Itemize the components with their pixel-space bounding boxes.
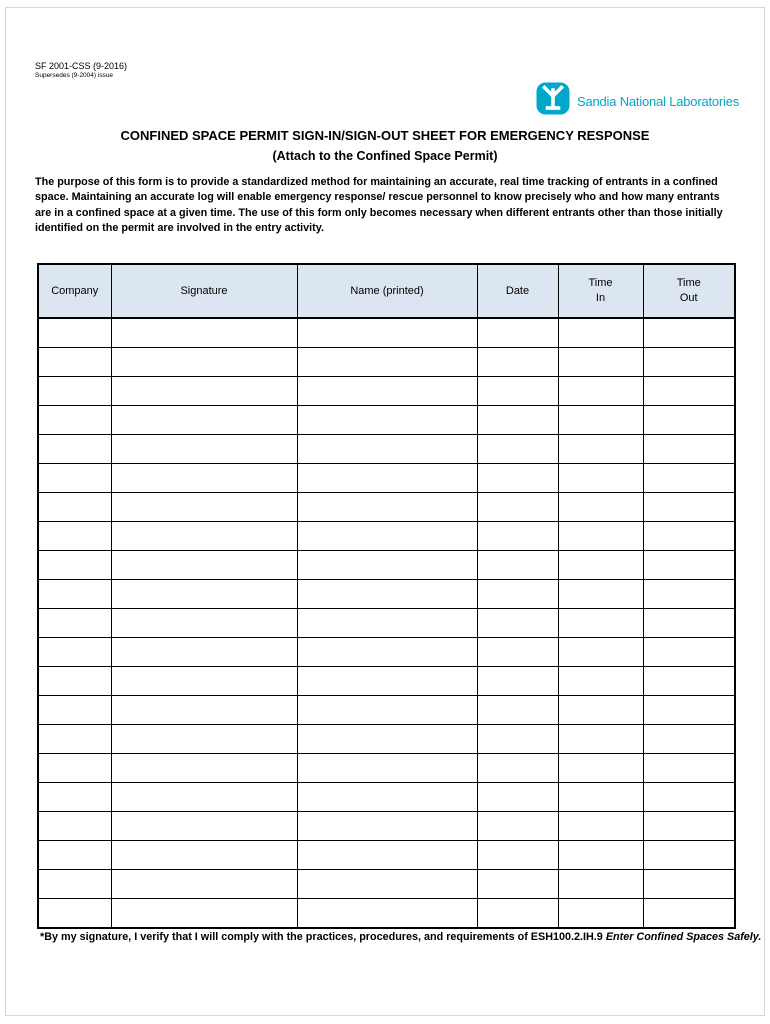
table-cell[interactable]	[38, 899, 111, 929]
table-cell[interactable]	[477, 348, 558, 377]
form-number: SF 2001-CSS (9-2016)	[35, 61, 128, 71]
table-cell[interactable]	[558, 493, 643, 522]
signin-table-body	[38, 318, 735, 928]
table-cell[interactable]	[111, 841, 297, 870]
table-row	[38, 812, 735, 841]
column-header-time-out: Time Out	[643, 264, 735, 318]
table-cell[interactable]	[111, 522, 297, 551]
table-row	[38, 696, 735, 725]
table-cell[interactable]	[297, 609, 477, 638]
table-cell[interactable]	[477, 551, 558, 580]
table-row	[38, 522, 735, 551]
table-cell[interactable]	[111, 638, 297, 667]
table-cell[interactable]	[643, 609, 735, 638]
table-row	[38, 318, 735, 348]
table-cell[interactable]	[643, 754, 735, 783]
table-cell[interactable]	[111, 406, 297, 435]
table-cell[interactable]	[558, 899, 643, 929]
table-row	[38, 841, 735, 870]
table-cell[interactable]	[643, 899, 735, 929]
table-cell[interactable]	[38, 841, 111, 870]
table-cell[interactable]	[643, 580, 735, 609]
table-cell[interactable]	[643, 464, 735, 493]
table-cell[interactable]	[38, 609, 111, 638]
table-cell[interactable]	[643, 696, 735, 725]
table-cell[interactable]	[297, 667, 477, 696]
table-cell[interactable]	[297, 638, 477, 667]
table-cell[interactable]	[38, 464, 111, 493]
table-row	[38, 783, 735, 812]
table-cell[interactable]	[38, 493, 111, 522]
table-cell[interactable]	[38, 580, 111, 609]
table-cell[interactable]	[297, 377, 477, 406]
table-cell[interactable]	[38, 551, 111, 580]
table-row	[38, 667, 735, 696]
table-cell[interactable]	[297, 725, 477, 754]
table-cell[interactable]	[558, 435, 643, 464]
table-cell[interactable]	[38, 318, 111, 348]
table-cell[interactable]	[643, 551, 735, 580]
table-row	[38, 493, 735, 522]
table-cell[interactable]	[643, 725, 735, 754]
table-cell[interactable]	[38, 348, 111, 377]
table-cell[interactable]	[297, 696, 477, 725]
table-row	[38, 609, 735, 638]
table-row	[38, 551, 735, 580]
table-cell[interactable]	[38, 435, 111, 464]
table-row	[38, 435, 735, 464]
table-cell[interactable]	[477, 638, 558, 667]
table-cell[interactable]	[38, 754, 111, 783]
table-cell[interactable]	[558, 638, 643, 667]
table-cell[interactable]	[111, 493, 297, 522]
table-cell[interactable]	[297, 812, 477, 841]
table-cell[interactable]	[558, 348, 643, 377]
table-cell[interactable]	[297, 435, 477, 464]
table-cell[interactable]	[643, 348, 735, 377]
table-cell[interactable]	[558, 609, 643, 638]
table-cell[interactable]	[477, 406, 558, 435]
table-cell[interactable]	[643, 841, 735, 870]
table-cell[interactable]	[558, 522, 643, 551]
table-cell[interactable]	[558, 725, 643, 754]
table-row	[38, 725, 735, 754]
table-cell[interactable]	[111, 870, 297, 899]
table-cell[interactable]	[111, 899, 297, 929]
table-cell[interactable]	[477, 522, 558, 551]
table-row	[38, 638, 735, 667]
column-header-time-in: Time In	[558, 264, 643, 318]
table-cell[interactable]	[38, 667, 111, 696]
table-cell[interactable]	[558, 870, 643, 899]
table-cell[interactable]	[477, 812, 558, 841]
signin-table	[37, 263, 736, 929]
table-cell[interactable]	[297, 522, 477, 551]
table-cell[interactable]	[38, 638, 111, 667]
table-cell[interactable]	[477, 870, 558, 899]
table-cell[interactable]	[111, 812, 297, 841]
page-subtitle: (Attach to the Confined Space Permit)	[272, 149, 498, 163]
table-cell[interactable]	[477, 609, 558, 638]
table-row	[38, 464, 735, 493]
table-cell[interactable]	[477, 667, 558, 696]
table-cell[interactable]	[558, 377, 643, 406]
table-cell[interactable]	[643, 318, 735, 348]
table-cell[interactable]	[297, 493, 477, 522]
table-cell[interactable]	[111, 609, 297, 638]
table-cell[interactable]	[558, 464, 643, 493]
column-header-name-printed: Name (printed)	[297, 264, 477, 318]
table-row	[38, 754, 735, 783]
table-cell[interactable]	[558, 667, 643, 696]
supersedes-note: Supersedes (9-2004) issue	[35, 71, 114, 79]
table-row	[38, 870, 735, 899]
table-cell[interactable]	[111, 783, 297, 812]
table-cell[interactable]	[558, 783, 643, 812]
table-cell[interactable]	[643, 638, 735, 667]
table-cell[interactable]	[477, 318, 558, 348]
table-cell[interactable]	[477, 754, 558, 783]
table-cell[interactable]	[297, 551, 477, 580]
table-cell[interactable]	[477, 377, 558, 406]
table-row	[38, 348, 735, 377]
header-row	[38, 264, 735, 318]
purpose-text: The purpose of this form is to provide a standardized method for maintaining an accurate, real time tracking of entrants in a confined space. Maintaining an accurate log will enable emergency response/ rescue personnel to know precisely who and how many entrants are in a confined space at a given time. The use of this form only becomes necessary when different entrants other than those initially identified on the permit are involved in the entry activity.	[35, 176, 723, 234]
sandia-thunderbird-icon	[536, 82, 570, 120]
table-cell[interactable]	[297, 754, 477, 783]
table-cell[interactable]	[477, 493, 558, 522]
page-title: CONFINED SPACE PERMIT SIGN-IN/SIGN-OUT SHEET FOR EMERGENCY RESPONSE	[120, 128, 650, 143]
table-cell[interactable]	[111, 667, 297, 696]
table-cell[interactable]	[558, 812, 643, 841]
table-cell[interactable]	[38, 725, 111, 754]
table-cell[interactable]	[111, 696, 297, 725]
table-cell[interactable]	[558, 551, 643, 580]
table-cell[interactable]	[477, 696, 558, 725]
table-cell[interactable]	[643, 812, 735, 841]
table-cell[interactable]	[111, 464, 297, 493]
table-cell[interactable]	[111, 435, 297, 464]
table-cell[interactable]	[297, 318, 477, 348]
table-cell[interactable]	[297, 870, 477, 899]
table-cell[interactable]	[558, 318, 643, 348]
table-cell[interactable]	[111, 725, 297, 754]
table-cell[interactable]	[297, 406, 477, 435]
table-cell[interactable]	[297, 783, 477, 812]
org-name: Sandia National Laboratories	[577, 93, 740, 109]
footer-note-italic: Enter Confined Spaces Safely.	[605, 931, 762, 943]
signin-table-header	[38, 264, 735, 318]
table-cell[interactable]	[38, 783, 111, 812]
table-cell[interactable]	[297, 899, 477, 929]
table-cell[interactable]	[558, 754, 643, 783]
table-cell[interactable]	[297, 580, 477, 609]
table-cell[interactable]	[38, 870, 111, 899]
table-cell[interactable]	[477, 899, 558, 929]
table-row	[38, 899, 735, 929]
table-cell[interactable]	[111, 551, 297, 580]
form-meta	[35, 61, 127, 80]
table-cell[interactable]	[111, 377, 297, 406]
table-cell[interactable]	[643, 493, 735, 522]
table-cell[interactable]	[643, 870, 735, 899]
table-cell[interactable]	[38, 377, 111, 406]
table-cell[interactable]	[477, 464, 558, 493]
table-cell[interactable]	[643, 377, 735, 406]
footer-note	[40, 931, 761, 943]
table-cell[interactable]	[643, 783, 735, 812]
table-cell[interactable]	[477, 580, 558, 609]
table-cell[interactable]	[643, 406, 735, 435]
table-cell[interactable]	[111, 754, 297, 783]
table-cell[interactable]	[297, 841, 477, 870]
column-header-company: Company	[38, 264, 111, 318]
table-cell[interactable]	[558, 841, 643, 870]
table-cell[interactable]	[38, 522, 111, 551]
column-header-signature: Signature	[111, 264, 297, 318]
table-row	[38, 406, 735, 435]
table-cell[interactable]	[111, 580, 297, 609]
table-cell[interactable]	[38, 812, 111, 841]
table-cell[interactable]	[558, 696, 643, 725]
table-cell[interactable]	[111, 318, 297, 348]
table-cell[interactable]	[477, 435, 558, 464]
sandia-logo	[536, 82, 739, 120]
table-cell[interactable]	[643, 522, 735, 551]
table-row	[38, 377, 735, 406]
table-cell[interactable]	[558, 406, 643, 435]
table-cell[interactable]	[297, 348, 477, 377]
table-cell[interactable]	[38, 406, 111, 435]
table-cell[interactable]	[38, 696, 111, 725]
table-cell[interactable]	[477, 725, 558, 754]
table-row	[38, 580, 735, 609]
table-cell[interactable]	[558, 580, 643, 609]
table-cell[interactable]	[477, 783, 558, 812]
footer-note-text: *By my signature, I verify that I will comply with the practices, procedures, and requirements of ESH100.2.IH.9	[40, 931, 606, 943]
column-header-date: Date	[477, 264, 558, 318]
table-cell[interactable]	[643, 435, 735, 464]
table-cell[interactable]	[111, 348, 297, 377]
table-cell[interactable]	[297, 464, 477, 493]
table-cell[interactable]	[643, 667, 735, 696]
table-cell[interactable]	[477, 841, 558, 870]
